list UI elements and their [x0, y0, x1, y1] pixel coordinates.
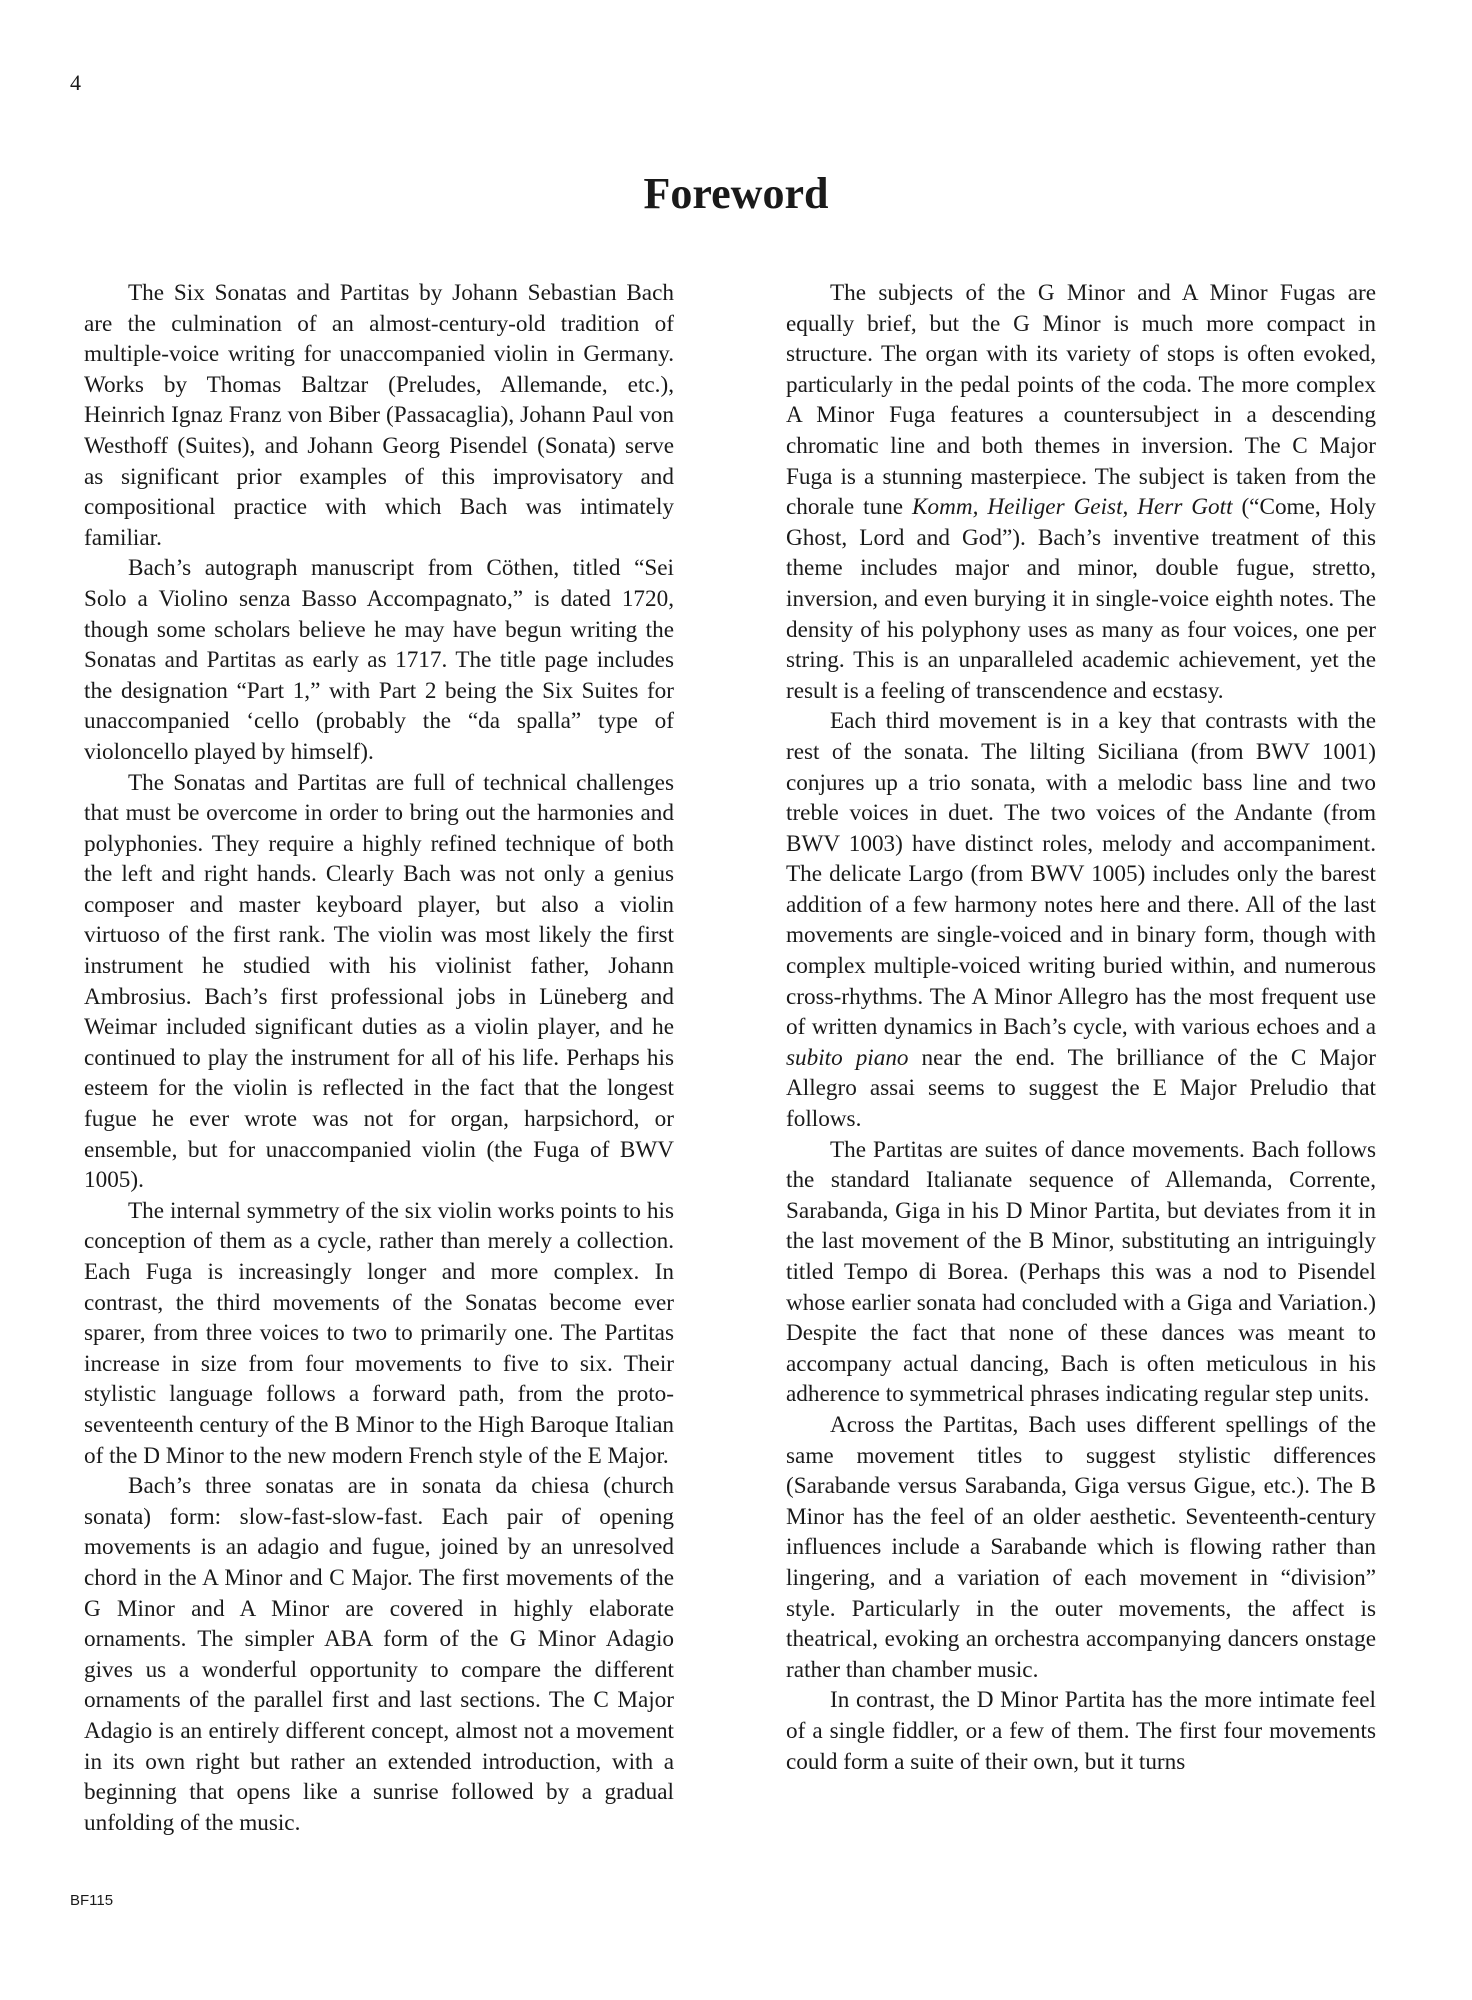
page-number: 4 [70, 70, 81, 95]
paragraph-text: Each third movement is in a key that contrasts with the rest of the sonata. The lilting Siciliana (from BWV 1001) conjures up a trio sonata, with a melodic bass line and two treble voices in duet. The two voices of the Andante (from BWV 1003) have distinct roles, melody and accompaniment. The delicate Largo (from BWV 1005) includes only the barest addition of a few harmony notes here and there. All of the last movements are single-voiced and in binary form, though with complex multiple-voiced writing buried within, and numerous cross-rhythms. The A Minor Allegro has the most frequent use of written dynamics in Bach’s cycle, with various echoes and a [786, 708, 1376, 1041]
paragraph-text: (“Come, Holy Ghost, Lord and God”). Bach’s inventive treatment of this theme includes major and minor, double fugue, stretto, inversion, and even burying it in single-voice eighth notes. The density of his polyphony uses as many as four voices, one per string. This is an unparalleled academic achievement, yet the result is a feeling of transcendence and ecstasy. [786, 494, 1376, 704]
page-title: Foreword [643, 169, 829, 218]
paragraph: In contrast, the D Minor Partita has the more intimate feel of a single fiddler, or a few of them. The first four movements could form a suite of their own, but it turns [786, 1687, 1376, 1775]
dynamic-marking: subito piano [786, 1044, 909, 1071]
footer-code: BF115 [70, 1892, 114, 1909]
paragraph: The Six Sonatas and Partitas by Johann Sebastian Bach are the culmination of an almost-century-old tradition of multiple-voice writing for unaccompanied violin in Germany. Works by Thomas Baltzar (Preludes, Allemande, etc.), Heinrich Ignaz Franz von Biber (Passacaglia), Johann Paul von Westhoff (Suites), and Johann Georg Pisendel (Sonata) serve as significant prior examples of this improvisatory and compositional practice with which Bach was intimately familiar. [84, 280, 674, 551]
paragraph-text: near the end. The brilliance of the C Major Allegro assai seems to suggest the E Major Preludio that follows. [786, 1044, 1376, 1133]
right-column [786, 278, 1376, 1777]
paragraph [786, 706, 1376, 1134]
paragraph-text: The subjects of the G Minor and A Minor Fugas are equally brief, but the G Minor is much more compact in structure. The organ with its variety of stops is often evoked, particularly in the pedal points of the coda. The more complex A Minor Fuga features a countersubject in a descending chromatic line and both themes in inversion. The C Major Fuga is a stunning masterpiece. The subject is taken from the chorale tune [786, 280, 1376, 521]
paragraph: Across the Partitas, Bach uses different spellings of the same movement titles to suggest stylistic differences (Sarabande versus Sarabanda, Giga versus Gigue, etc.). The B Minor has the feel of an older aesthetic. Seventeenth-century influences include a Sarabande which is flowing rather than lingering, and a variation of each movement in “division” style. Particularly in the outer movements, the affect is theatrical, evoking an orchestra accompanying dancers onstage rather than chamber music. [786, 1411, 1376, 1683]
paragraph: Bach’s three sonatas are in sonata da chiesa (church sonata) form: slow-fast-slow-fast. Each pair of opening movements is an adagio and fugue, joined by an unresolved chord in the A Minor and C Major. The first movements of the G Minor and A Minor are covered in highly elaborate ornaments. The simpler ABA form of the G Minor Adagio gives us a wonderful opportunity to compare the different ornaments of the parallel first and last sections. The C Major Adagio is an entirely different concept, almost not a movement in its own right but rather an extended introduction, with a beginning that opens like a sunrise followed by a gradual unfolding of the music. [84, 1473, 674, 1836]
paragraph: Bach’s autograph manuscript from Cöthen, titled “Sei Solo a Violino senza Basso Accompagnato,” is dated 1720, though some scholars believe he may have begun writing the Sonatas and Partitas as early as 1717. The title page includes the designation “Part 1,” with Part 2 being the Six Suites for unaccompanied ‘cello (probably the “da spalla” type of violoncello played by himself). [84, 555, 674, 765]
paragraph: The Partitas are suites of dance movements. Bach follows the standard Italianate sequence of Allemanda, Corrente, Sarabanda, Giga in his D Minor Partita, but deviates from it in the last movement of the B Minor, substituting an intriguingly titled Tempo di Borea. (Perhaps this was a nod to Pisendel whose earlier sonata had concluded with a Giga and Variation.) Despite the fact that none of these dances was meant to accompany actual dancing, Bach is often meticulous in his adherence to symmetrical phrases indicating regular step units. [786, 1136, 1376, 1408]
chorale-title: Komm, Heiliger Geist, Herr Gott [912, 494, 1233, 521]
paragraph: The Sonatas and Partitas are full of technical challenges that must be overcome in order to bring out the harmonies and polyphonies. They require a highly refined technique of both the left and right hands. Clearly Bach was not only a genius composer and master keyboard player, but also a violin virtuoso of the first rank. The violin was most likely the first instrument he studied with his violinist father, Johann Ambrosius. Bach’s first professional jobs in Lüneberg and Weimar included significant duties as a violin player, and he continued to play the instrument for all of his life. Perhaps his esteem for the violin is reflected in the fact that the longest fugue he ever wrote was not for organ, harpsichord, or ensemble, but for unaccompanied violin (the Fuga of BWV 1005). [84, 769, 674, 1194]
left-column [84, 278, 674, 1838]
paragraph [786, 278, 1376, 706]
paragraph: The internal symmetry of the six violin works points to his conception of them as a cycle, rather than merely a collection. Each Fuga is increasingly longer and more complex. In contrast, the third movements of the Sonatas become ever sparer, from three voices to two to primarily one. The Partitas increase in size from four movements to five to six. Their stylistic language follows a forward path, from the proto-seventeenth century of the B Minor to the High Baroque Italian of the D Minor to the new modern French style of the E Major. [84, 1197, 674, 1469]
